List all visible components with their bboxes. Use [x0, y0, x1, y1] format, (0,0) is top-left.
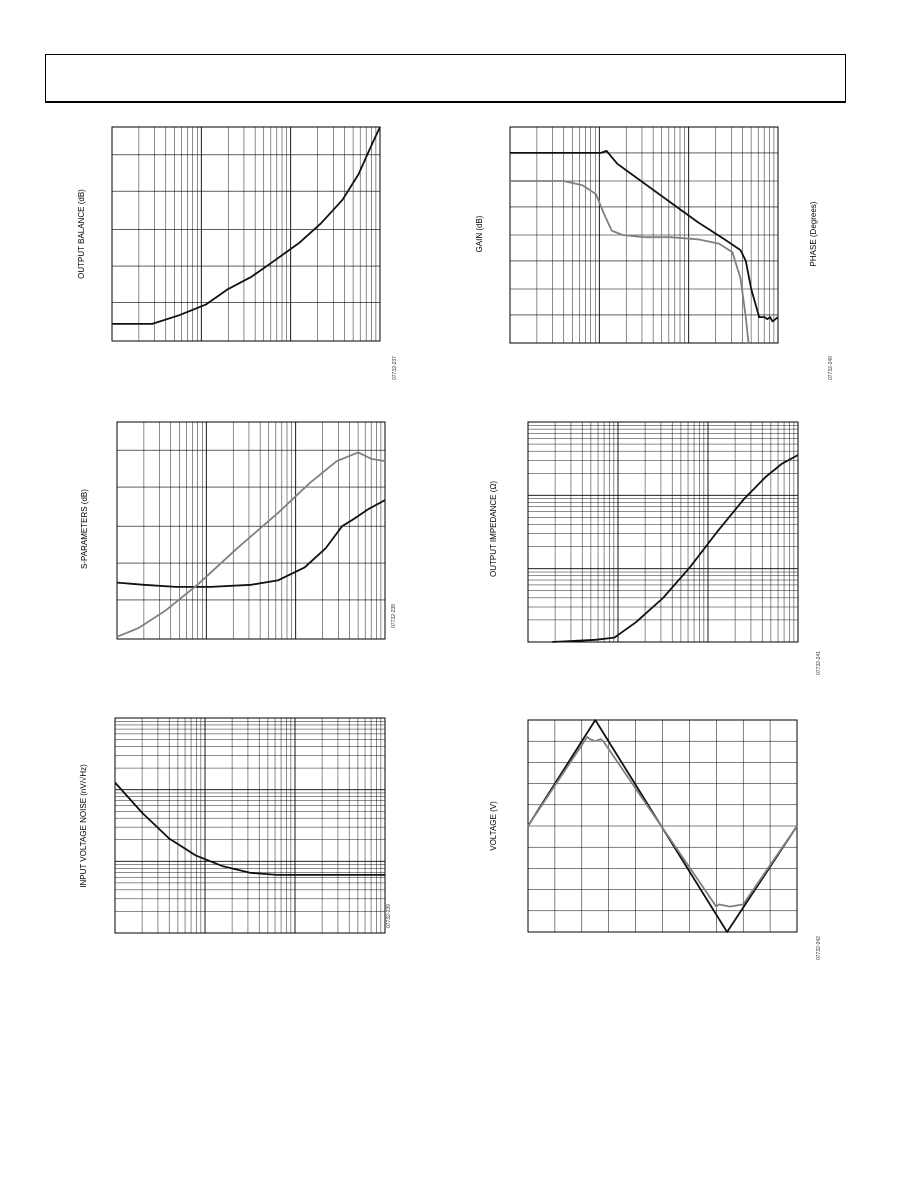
y-axis-label: VOLTAGE (V)	[489, 801, 498, 851]
page-header-box	[45, 54, 846, 103]
y-axis-label: OUTPUT IMPEDANCE (Ω)	[489, 480, 498, 578]
chart-output-impedance	[480, 413, 830, 683]
chart-gain-phase	[470, 118, 850, 388]
series-line-1	[112, 127, 380, 324]
grid-lines	[112, 127, 380, 341]
series-line-1	[117, 500, 385, 587]
grid-lines	[117, 422, 385, 639]
plot-frame	[112, 127, 380, 341]
y-axis-label: OUTPUT BALANCE (dB)	[77, 189, 86, 279]
figure-code: 07732-238	[391, 604, 397, 628]
figure-code: 07732-239	[386, 904, 392, 928]
figure-code: 07732-241	[816, 651, 822, 675]
grid-lines	[528, 422, 798, 642]
plot-frame	[528, 422, 798, 642]
series-line-2	[510, 181, 749, 343]
chart-voltage-transient	[480, 710, 830, 970]
grid-lines	[510, 127, 778, 343]
series-line-1	[510, 151, 778, 322]
series-line-1	[552, 455, 798, 642]
figure-code: 07732-240	[828, 356, 834, 380]
y-axis-label: INPUT VOLTAGE NOISE (nV/√Hz)	[79, 764, 88, 888]
y-axis-label: GAIN (dB)	[475, 215, 484, 253]
figure-code: 07732-242	[816, 936, 822, 960]
y-axis-label: S-PARAMETERS (dB)	[80, 489, 89, 569]
grid-lines	[528, 720, 797, 932]
y2-axis-label: PHASE (Degrees)	[809, 201, 818, 267]
figure-code: 07732-237	[392, 356, 398, 380]
series-line-2	[117, 452, 385, 636]
chart-input-voltage-noise	[70, 710, 400, 940]
chart-s-parameters	[70, 413, 400, 653]
plot-frame	[117, 422, 385, 639]
chart-output-balance	[60, 118, 400, 388]
